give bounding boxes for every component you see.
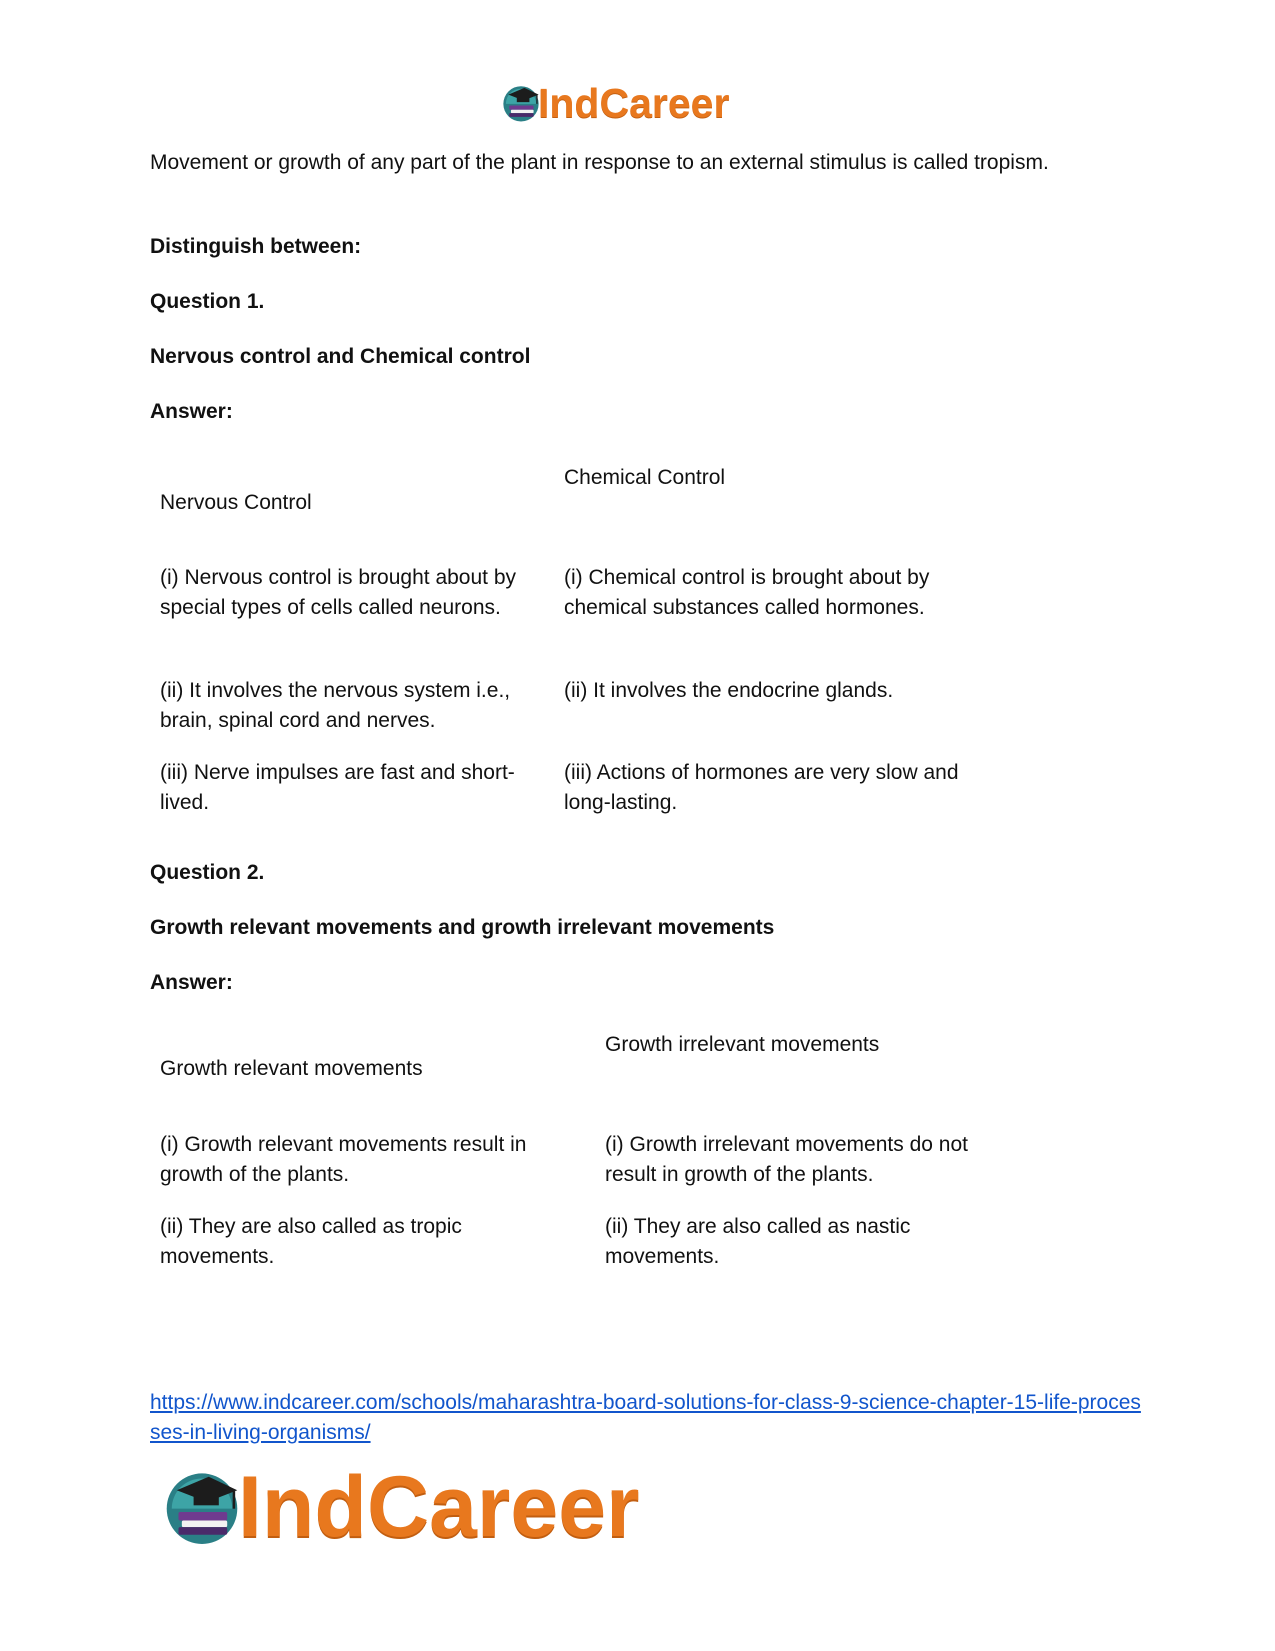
table-cell: (i) Nervous control is brought about by special types of cells called neurons. [160, 566, 517, 619]
table-header-cell: Growth irrelevant movements [605, 1033, 880, 1056]
brand-name: IndCareer [238, 1459, 640, 1555]
table-cell: (i) Chemical control is brought about by chemical substances called hormones. [564, 566, 930, 619]
question-2-answer-label: Answer: [150, 971, 233, 994]
footer-logo [160, 1459, 640, 1555]
table-header-cell: Nervous Control [160, 491, 312, 514]
section-heading: Distinguish between: [150, 235, 362, 258]
table-cell: (ii) They are also called as tropic movements. [160, 1215, 462, 1268]
intro-paragraph: Movement or growth of any part of the plant in response to an external stimulus is called tropism. [150, 151, 1049, 174]
table-cell: (ii) They are also called as nastic movements. [605, 1215, 911, 1268]
table-cell: (i) Growth relevant movements result in growth of the plants. [160, 1133, 527, 1186]
brand-name: IndCareer [538, 79, 730, 126]
question-1-label: Question 1. [150, 290, 265, 313]
source-link[interactable]: https://www.indcareer.com/schools/maharashtra-board-solutions-for-class-9-science-chapter-15-life-processes-in-living-organisms/ [150, 1391, 1141, 1444]
table-cell: (ii) It involves the endocrine glands. [564, 679, 894, 702]
question-1-answer-label: Answer: [150, 400, 233, 423]
table-header-cell: Chemical Control [564, 466, 726, 489]
table-cell: (iii) Nerve impulses are fast and short-lived. [160, 761, 515, 814]
table-cell: (iii) Actions of hormones are very slow and long-lasting. [564, 761, 959, 814]
question-2-title: Growth relevant movements and growth irrelevant movements [150, 916, 775, 939]
table-cell: (i) Growth irrelevant movements do not result in growth of the plants. [605, 1133, 968, 1186]
table-header-cell: Growth relevant movements [160, 1057, 423, 1080]
question-2-label: Question 2. [150, 861, 265, 884]
graduation-cap-globe-books-icon [160, 1465, 244, 1549]
table-cell: (ii) It involves the nervous system i.e., brain, spinal cord and nerves. [160, 679, 511, 732]
header-logo [500, 80, 729, 126]
graduation-cap-globe-books-icon [500, 82, 542, 124]
question-1-title: Nervous control and Chemical control [150, 345, 531, 368]
